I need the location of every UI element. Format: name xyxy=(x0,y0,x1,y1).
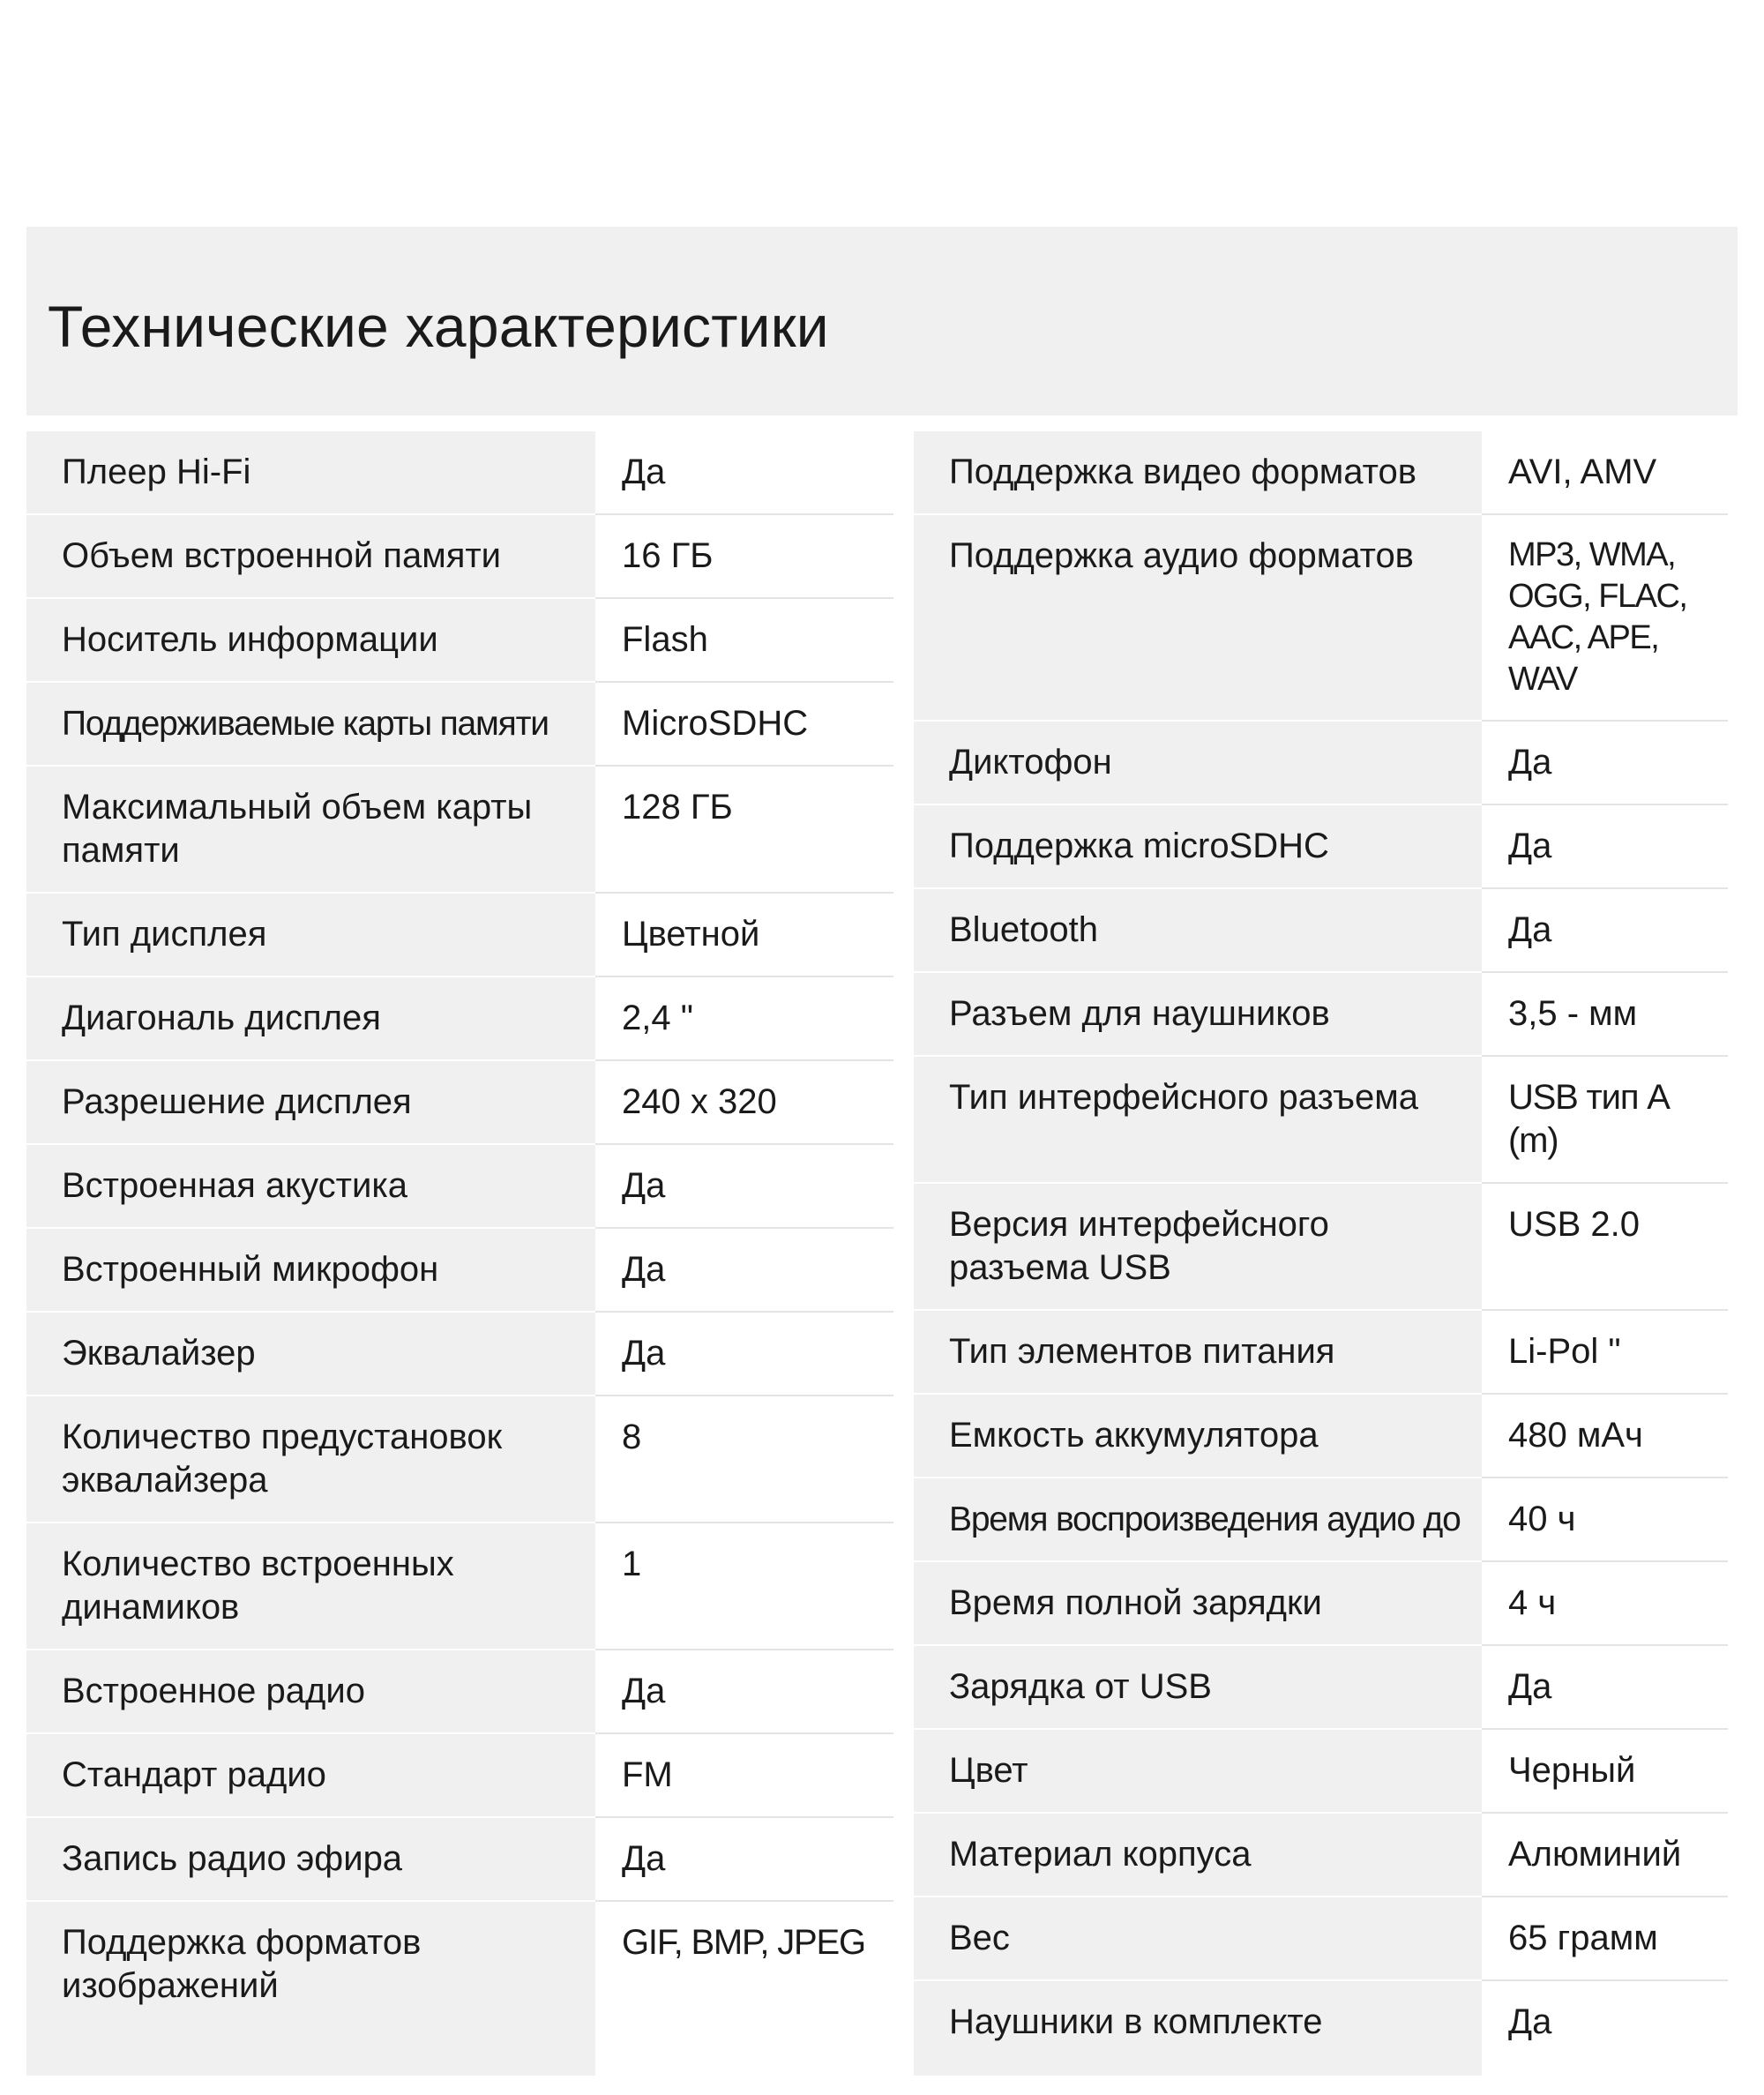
spec-label: Встроенное радио xyxy=(26,1650,595,1734)
spec-value: AVI, AMV xyxy=(1482,431,1728,515)
table-row xyxy=(26,1650,893,1734)
table-row xyxy=(26,977,893,1061)
table-row xyxy=(26,1229,893,1313)
table-row xyxy=(914,1730,1728,1814)
spec-label: Плеер Hi-Fi xyxy=(26,431,595,515)
table-row xyxy=(26,1818,893,1902)
spec-label: Запись радио эфира xyxy=(26,1818,595,1902)
spec-value: 4 ч xyxy=(1482,1562,1728,1646)
spec-label: Время полной зарядки xyxy=(914,1562,1482,1646)
spec-label: Емкость аккумулятора xyxy=(914,1395,1482,1478)
spec-label: Тип элементов питания xyxy=(914,1311,1482,1395)
page-header xyxy=(26,227,1738,415)
table-row xyxy=(26,767,893,894)
spec-value: Да xyxy=(1482,722,1728,805)
spec-label: Материал корпуса xyxy=(914,1814,1482,1897)
spec-value: MP3, WMA, OGG, FLAC, AAC, APE, WAV xyxy=(1482,515,1728,722)
table-row xyxy=(914,722,1728,805)
table-row xyxy=(914,1814,1728,1897)
spec-value: 240 x 320 xyxy=(595,1061,893,1145)
spec-label: Время воспроизведения аудио до xyxy=(914,1478,1482,1562)
table-row xyxy=(914,1395,1728,1478)
spec-label: Цвет xyxy=(914,1730,1482,1814)
spec-value: 3,5 - мм xyxy=(1482,973,1728,1057)
spec-label: Тип дисплея xyxy=(26,894,595,977)
table-row xyxy=(26,431,893,515)
table-row xyxy=(914,1897,1728,1981)
spec-value: 2,4 " xyxy=(595,977,893,1061)
table-row xyxy=(914,1311,1728,1395)
spec-label: Вес xyxy=(914,1897,1482,1981)
table-row xyxy=(914,1057,1728,1184)
spec-label: Диагональ дисплея xyxy=(26,977,595,1061)
spec-value: Да xyxy=(595,1313,893,1396)
spec-label: Количество встроенных динамиков xyxy=(26,1523,595,1650)
spec-label: Разъем для наушников xyxy=(914,973,1482,1057)
spec-label: Зарядка от USB xyxy=(914,1646,1482,1730)
spec-label: Наушники в комплекте xyxy=(914,1981,1482,2076)
spec-value: Да xyxy=(1508,2002,1552,2041)
spec-value: USB 2.0 xyxy=(1482,1184,1728,1311)
spec-label: Встроенная акустика xyxy=(26,1145,595,1229)
table-row xyxy=(26,1145,893,1229)
spec-label: Диктофон xyxy=(914,722,1482,805)
table-row xyxy=(914,973,1728,1057)
table-row xyxy=(26,1734,893,1818)
spec-value: Li-Pol " xyxy=(1482,1311,1728,1395)
spec-value: Да xyxy=(595,431,893,515)
spec-value: USB тип A (m) xyxy=(1482,1057,1728,1184)
spec-value: Черный xyxy=(1482,1730,1728,1814)
spec-value: Да xyxy=(595,1145,893,1229)
table-row xyxy=(914,805,1728,889)
spec-value: 480 мАч xyxy=(1482,1395,1728,1478)
table-row xyxy=(914,1562,1728,1646)
table-row xyxy=(26,683,893,767)
table-row xyxy=(26,515,893,599)
table-row xyxy=(26,1313,893,1396)
table-row xyxy=(914,515,1728,722)
table-row xyxy=(26,1523,893,1650)
spec-label: Стандарт радио xyxy=(26,1734,595,1818)
spec-label: Тип интерфейсного разъема xyxy=(914,1057,1482,1184)
table-row xyxy=(914,1184,1728,1311)
specs-table-right xyxy=(914,431,1728,2076)
spec-value: Да xyxy=(595,1650,893,1734)
spec-value: MicroSDHC xyxy=(595,683,893,767)
table-row xyxy=(26,1902,893,2076)
spec-value: 16 ГБ xyxy=(595,515,893,599)
spec-label: Поддержка видео форматов xyxy=(914,431,1482,515)
spec-label: Поддержка microSDHC xyxy=(914,805,1482,889)
spec-value: Да xyxy=(1482,889,1728,973)
page-title: Технические характеристики xyxy=(48,294,829,359)
spec-label: Разрешение дисплея xyxy=(26,1061,595,1145)
spec-label: Эквалайзер xyxy=(26,1313,595,1396)
table-row xyxy=(26,1396,893,1523)
specs-table-left xyxy=(26,431,893,2076)
table-row xyxy=(26,599,893,683)
spec-value: Да xyxy=(595,1818,893,1902)
spec-value: 65 грамм xyxy=(1482,1897,1728,1981)
spec-label: Версия интерфейсного разъема USB xyxy=(914,1184,1482,1311)
spec-value: Да xyxy=(595,1229,893,1313)
spec-value: 1 xyxy=(595,1523,893,1650)
spec-label: Поддерживаемые карты памяти xyxy=(26,683,595,767)
spec-value: Да xyxy=(1482,1646,1728,1730)
table-row xyxy=(914,1478,1728,1562)
spec-value: Цветной xyxy=(595,894,893,977)
table-row xyxy=(914,889,1728,973)
spec-value: Алюминий xyxy=(1482,1814,1728,1897)
spec-value: 128 ГБ xyxy=(595,767,893,894)
spec-label: Максимальный объем карты памяти xyxy=(26,767,595,894)
spec-value: FM xyxy=(595,1734,893,1818)
spec-value: GIF, BMP, JPEG xyxy=(622,1923,865,1962)
spec-label: Встроенный микрофон xyxy=(26,1229,595,1313)
table-row xyxy=(914,1646,1728,1730)
table-row xyxy=(914,1981,1728,2076)
spec-label: Поддержка аудио форматов xyxy=(914,515,1482,722)
spec-value: Flash xyxy=(595,599,893,683)
table-row xyxy=(26,894,893,977)
spec-label: Bluetooth xyxy=(914,889,1482,973)
spec-value: 40 ч xyxy=(1482,1478,1728,1562)
table-row xyxy=(914,431,1728,515)
spec-value: Да xyxy=(1482,805,1728,889)
spec-label: Поддержка форматов изображений xyxy=(26,1902,595,2076)
table-row xyxy=(26,1061,893,1145)
spec-label: Носитель информации xyxy=(26,599,595,683)
spec-label: Объем встроенной памяти xyxy=(26,515,595,599)
spec-label: Количество предустановок эквалайзера xyxy=(26,1396,595,1523)
spec-value: 8 xyxy=(595,1396,893,1523)
